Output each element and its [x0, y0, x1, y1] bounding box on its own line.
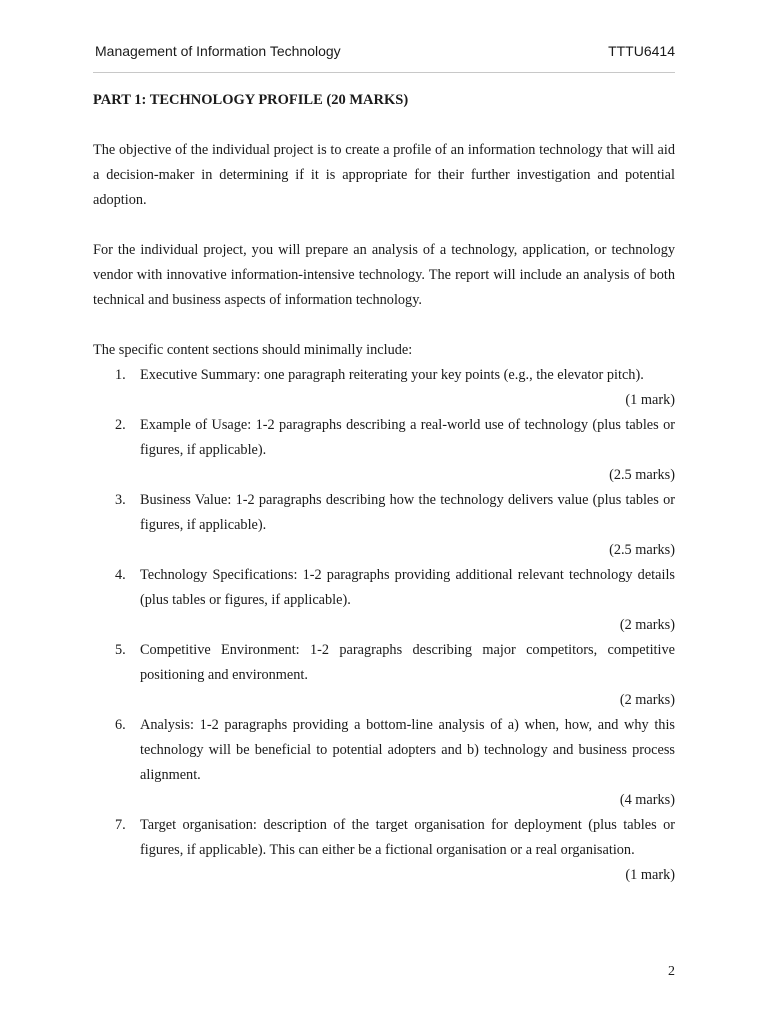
list-item-text: Analysis: 1-2 paragraphs providing a bottom-line analysis of a) when, how, and why this technology will be beneficial to potential adopters and b) technology and business process alignment.: [140, 717, 675, 783]
list-item-competitive-environment: [93, 638, 675, 713]
list-item-number: 1.: [115, 367, 126, 383]
list-item-marks: (4 marks): [619, 792, 675, 808]
list-intro: The specific content sections should minimally include:: [93, 342, 413, 358]
list-item-text: Business Value: 1-2 paragraphs describing how the technology delivers value (plus tables or figures, if applicable).: [140, 492, 675, 533]
list-item-number: 5.: [115, 642, 126, 658]
list-item-marks: (2 marks): [619, 617, 675, 633]
page-header: [95, 40, 675, 62]
list-item-example-of-usage: [93, 413, 675, 488]
header-divider: [93, 72, 675, 73]
list-item-marks: (2.5 marks): [609, 542, 675, 558]
list-item-marks: (1 mark): [625, 392, 675, 408]
list-item-target-organisation: [93, 813, 675, 888]
list-item-text: Executive Summary: one paragraph reiterating your key points (e.g., the elevator pitch).: [140, 367, 644, 383]
part-title: PART 1: TECHNOLOGY PROFILE (20 MARKS): [93, 92, 409, 108]
list-item-marks: (2 marks): [619, 692, 675, 708]
objective-paragraph: The objective of the individual project is to create a profile of an information technology that will aid a decision-maker in determining if it is appropriate for their further investigation and potential adoption.: [93, 142, 675, 208]
list-item-number: 4.: [115, 567, 126, 583]
list-item-number: 2.: [115, 417, 126, 433]
list-item-text: Technology Specifications: 1-2 paragraphs providing additional relevant technology details (plus tables or figures, if applicable).: [140, 567, 675, 608]
list-item-number: 6.: [115, 717, 126, 733]
header-course-title: Management of Information Technology: [95, 43, 341, 59]
header-course-code: TTTU6414: [608, 43, 675, 59]
list-item-number: 3.: [115, 492, 126, 508]
list-item-executive-summary: [93, 363, 675, 413]
page-number: 2: [668, 964, 675, 979]
list-item-marks: (2.5 marks): [609, 467, 675, 483]
content-sections-list: [93, 363, 675, 888]
list-item-business-value: [93, 488, 675, 563]
list-item-number: 7.: [115, 817, 126, 833]
list-item-technology-specifications: [93, 563, 675, 638]
page-body: [93, 88, 675, 888]
list-item-text: Competitive Environment: 1-2 paragraphs describing major competitors, competitive positioning and environment.: [140, 642, 675, 683]
list-item-analysis: [93, 713, 675, 813]
list-item-text: Example of Usage: 1-2 paragraphs describing a real-world use of technology (plus tables or figures, if applicable).: [140, 417, 675, 458]
list-item-marks: (1 mark): [625, 867, 675, 883]
project-paragraph: For the individual project, you will prepare an analysis of a technology, application, or technology vendor with innovative information-intensive technology. The report will include an analysis of both technical and business aspects of information technology.: [93, 242, 675, 308]
list-item-text: Target organisation: description of the target organisation for deployment (plus tables or figures, if applicable). This can either be a fictional organisation or a real organisation.: [140, 817, 675, 858]
